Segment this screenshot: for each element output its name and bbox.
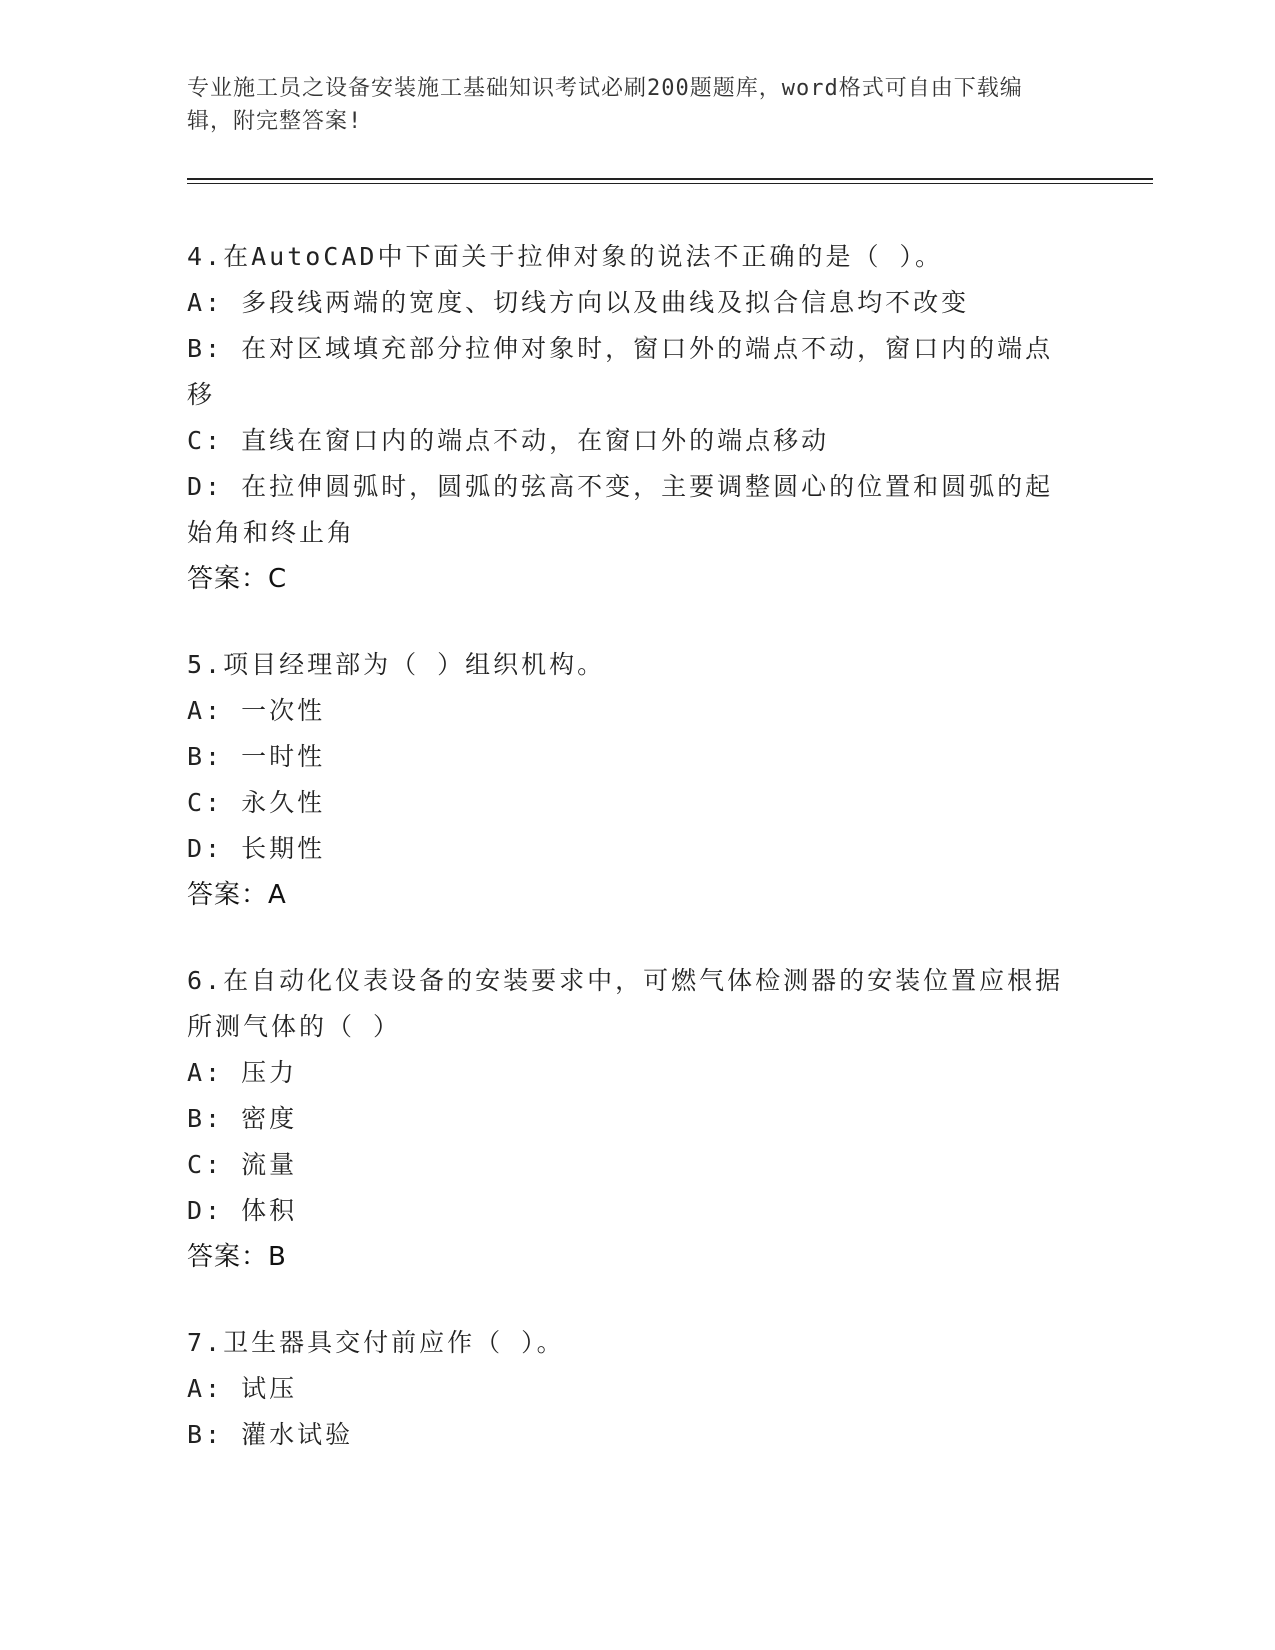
option-d: D: 长期性: [187, 834, 326, 863]
question-stem: 5.项目经理部为（ ）组织机构。: [187, 650, 606, 679]
option-d: D: 体积: [187, 1196, 298, 1225]
option-c: C: 直线在窗口内的端点不动，在窗口外的端点移动: [187, 426, 830, 455]
answer-label: 答案：C: [187, 564, 288, 594]
question-7: [187, 1320, 1067, 1458]
option-b: B: 一时性: [187, 742, 326, 771]
option-c: C: 永久性: [187, 788, 326, 817]
document-header: 专业施工员之设备安装施工基础知识考试必刷200题题库，word格式可自由下载编辑，附完整答案!: [187, 76, 1023, 134]
answer-label: 答案：A: [187, 880, 287, 910]
question-4: [187, 234, 1067, 602]
option-c: C: 流量: [187, 1150, 298, 1179]
option-a: A: 试压: [187, 1374, 298, 1403]
question-stem: 6.在自动化仪表设备的安装要求中，可燃气体检测器的安装位置应根据所测气体的（ ）: [187, 966, 1064, 1041]
option-a: A: 压力: [187, 1058, 298, 1087]
answer-label: 答案：B: [187, 1242, 287, 1272]
header-rule-thin: [187, 183, 1153, 184]
question-6: [187, 958, 1067, 1280]
option-b: B: 密度: [187, 1104, 298, 1133]
option-d: D: 在拉伸圆弧时，圆弧的弦高不变，主要调整圆心的位置和圆弧的起始角和终止角: [187, 472, 1054, 547]
question-5: [187, 642, 1067, 918]
option-a: A: 一次性: [187, 696, 326, 725]
option-b: B: 灌水试验: [187, 1420, 354, 1449]
option-b: B: 在对区域填充部分拉伸对象时，窗口外的端点不动，窗口内的端点移: [187, 334, 1054, 409]
question-list: [187, 234, 1067, 1498]
header-rule-thick: [187, 178, 1153, 180]
question-stem: 4.在AutoCAD中下面关于拉伸对象的说法不正确的是（ ）。: [187, 242, 944, 271]
question-stem: 7.卫生器具交付前应作（ ）。: [187, 1328, 565, 1357]
option-a: A: 多段线两端的宽度、切线方向以及曲线及拟合信息均不改变: [187, 288, 970, 317]
